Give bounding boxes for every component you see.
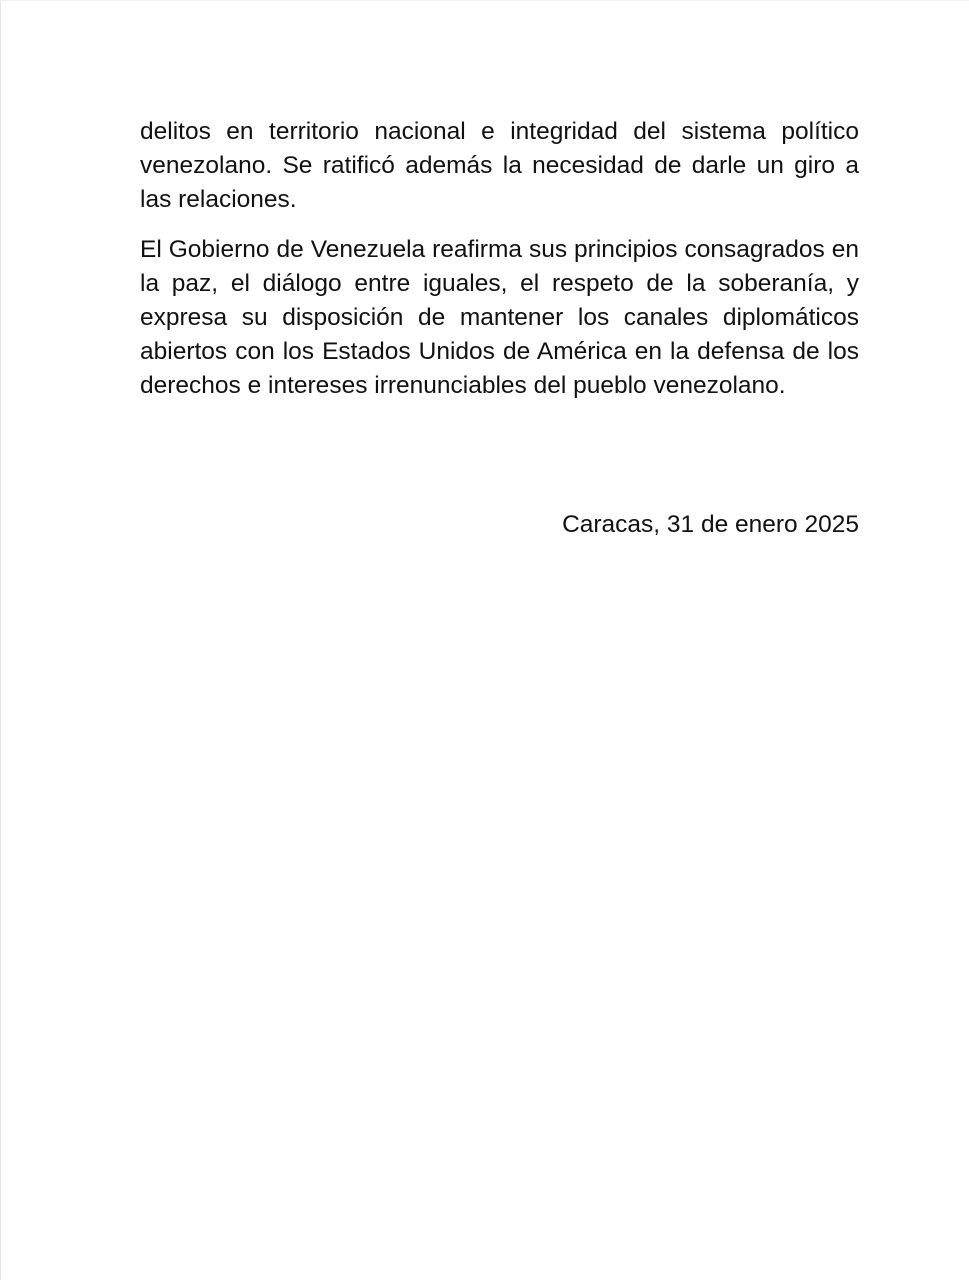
place-and-date: Caracas, 31 de enero 2025 bbox=[562, 511, 859, 538]
paragraph-2: El Gobierno de Venezuela reafirma sus principios consagrados en la paz, el diálogo entre iguales, el respeto de la soberanía, y expresa su disposición de mantener los canales diplomáticos abiertos con los Estados Unidos de América en la defensa de los derechos e intereses irrenunciables del pueblo venezolano. bbox=[140, 236, 859, 399]
paragraph-1: delitos en territorio nacional e integridad del sistema político venezolano. Se ratificó además la necesidad de darle un giro a las relaciones. bbox=[140, 118, 859, 213]
document-body bbox=[140, 115, 859, 419]
